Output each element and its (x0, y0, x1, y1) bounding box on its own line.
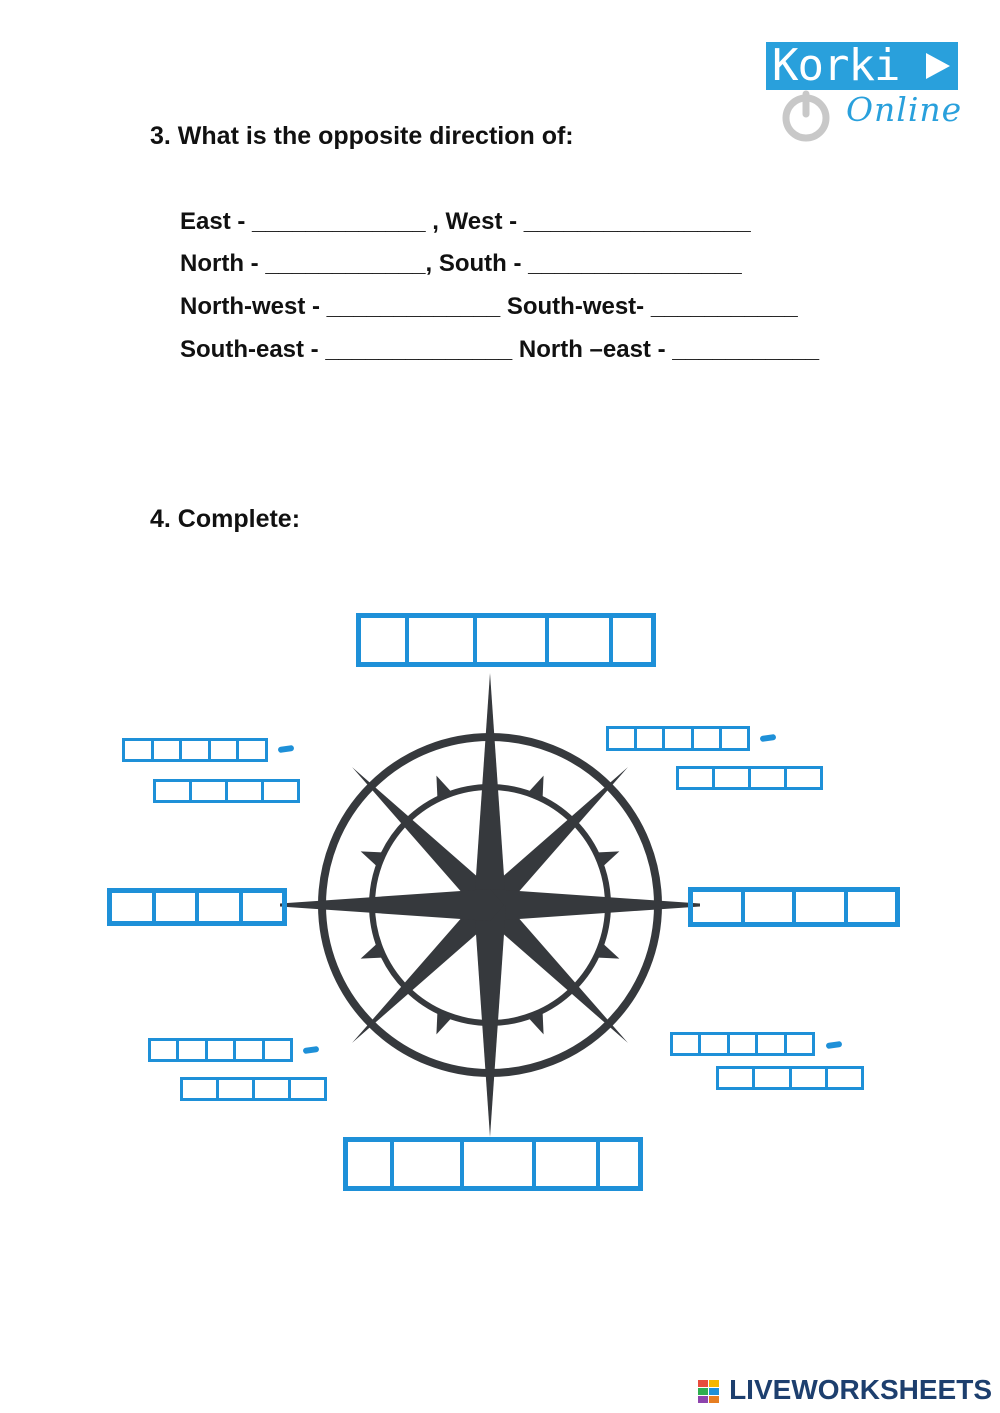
letter-cell[interactable] (348, 1142, 394, 1186)
letter-cell[interactable] (409, 618, 477, 662)
letter-cell[interactable] (183, 1080, 219, 1098)
letter-cell[interactable] (239, 741, 265, 759)
letter-cell[interactable] (787, 769, 820, 787)
question-4-title: 4. Complete: (150, 505, 301, 533)
letter-cell[interactable] (477, 618, 549, 662)
letter-cell[interactable] (536, 1142, 600, 1186)
letter-cell[interactable] (722, 729, 747, 748)
letter-cell[interactable] (151, 1041, 179, 1059)
letter-cell[interactable] (701, 1035, 729, 1053)
letter-cell[interactable] (464, 1142, 536, 1186)
letter-cell[interactable] (730, 1035, 758, 1053)
northwest-second-word-box[interactable] (153, 779, 300, 803)
letter-cell[interactable] (679, 769, 715, 787)
letter-cell[interactable] (265, 1041, 290, 1059)
letter-cell[interactable] (549, 618, 613, 662)
letter-cell[interactable] (796, 892, 848, 922)
southeast-second-word-box[interactable] (716, 1066, 864, 1090)
letter-cell[interactable] (154, 741, 183, 759)
letter-cell[interactable] (755, 1069, 791, 1087)
letter-cell[interactable] (828, 1069, 861, 1087)
letter-cell[interactable] (255, 1080, 291, 1098)
letter-cell[interactable] (211, 741, 240, 759)
southwest-second-word-box[interactable] (180, 1077, 327, 1101)
letter-cell[interactable] (394, 1142, 464, 1186)
northeast-first-word-box[interactable] (606, 726, 750, 751)
southwest-first-word-box[interactable] (148, 1038, 293, 1062)
east-answer-box[interactable] (688, 887, 900, 927)
letter-cell[interactable] (192, 782, 228, 800)
logo-brand-box (766, 42, 958, 90)
southeast-first-word-box[interactable] (670, 1032, 815, 1056)
q3-line-2[interactable]: North - ____________, South - ________________ (180, 250, 742, 277)
letter-cell[interactable] (112, 893, 156, 921)
northwest-first-word-box[interactable] (122, 738, 268, 762)
south-answer-box[interactable] (343, 1137, 643, 1191)
q3-line-4[interactable]: South-east - ______________ North –east - ___________ (180, 336, 820, 363)
liveworksheets-logo-icon (698, 1380, 720, 1404)
letter-cell[interactable] (637, 729, 665, 748)
q3-line-3[interactable]: North-west - _____________ South-west- ___________ (180, 293, 798, 320)
hyphen-mark (760, 734, 777, 742)
letter-cell[interactable] (745, 892, 797, 922)
letter-cell[interactable] (673, 1035, 701, 1053)
logo-brand-text: Korki (772, 40, 900, 91)
letter-cell[interactable] (291, 1080, 324, 1098)
west-answer-box[interactable] (107, 888, 287, 926)
letter-cell[interactable] (693, 892, 745, 922)
letter-cell[interactable] (236, 1041, 264, 1059)
letter-cell[interactable] (361, 618, 409, 662)
letter-cell[interactable] (243, 893, 283, 921)
korki-online-logo (764, 42, 964, 152)
letter-cell[interactable] (613, 618, 651, 662)
north-answer-box[interactable] (356, 613, 656, 667)
question-3-title: 3. What is the opposite direction of: (150, 122, 574, 150)
power-icon (778, 88, 834, 144)
letter-cell[interactable] (665, 729, 693, 748)
letter-cell[interactable] (792, 1069, 828, 1087)
play-icon (926, 53, 950, 79)
letter-cell[interactable] (719, 1069, 755, 1087)
q3-line-1[interactable]: East - _____________ , West - _________________ (180, 208, 751, 235)
letter-cell[interactable] (609, 729, 637, 748)
letter-cell[interactable] (179, 1041, 207, 1059)
letter-cell[interactable] (787, 1035, 812, 1053)
letter-cell[interactable] (600, 1142, 638, 1186)
letter-cell[interactable] (208, 1041, 236, 1059)
letter-cell[interactable] (264, 782, 297, 800)
letter-cell[interactable] (228, 782, 264, 800)
letter-cell[interactable] (751, 769, 787, 787)
letter-cell[interactable] (758, 1035, 786, 1053)
letter-cell[interactable] (715, 769, 751, 787)
hyphen-mark (826, 1041, 843, 1049)
letter-cell[interactable] (156, 893, 200, 921)
liveworksheets-brand: LIVEWORKSHEETS (729, 1374, 992, 1405)
letter-cell[interactable] (199, 893, 243, 921)
letter-cell[interactable] (694, 729, 722, 748)
letter-cell[interactable] (156, 782, 192, 800)
letter-cell[interactable] (219, 1080, 255, 1098)
northeast-second-word-box[interactable] (676, 766, 823, 790)
letter-cell[interactable] (182, 741, 211, 759)
letter-cell[interactable] (125, 741, 154, 759)
letter-cell[interactable] (848, 892, 896, 922)
logo-online-text: Online (846, 90, 963, 129)
